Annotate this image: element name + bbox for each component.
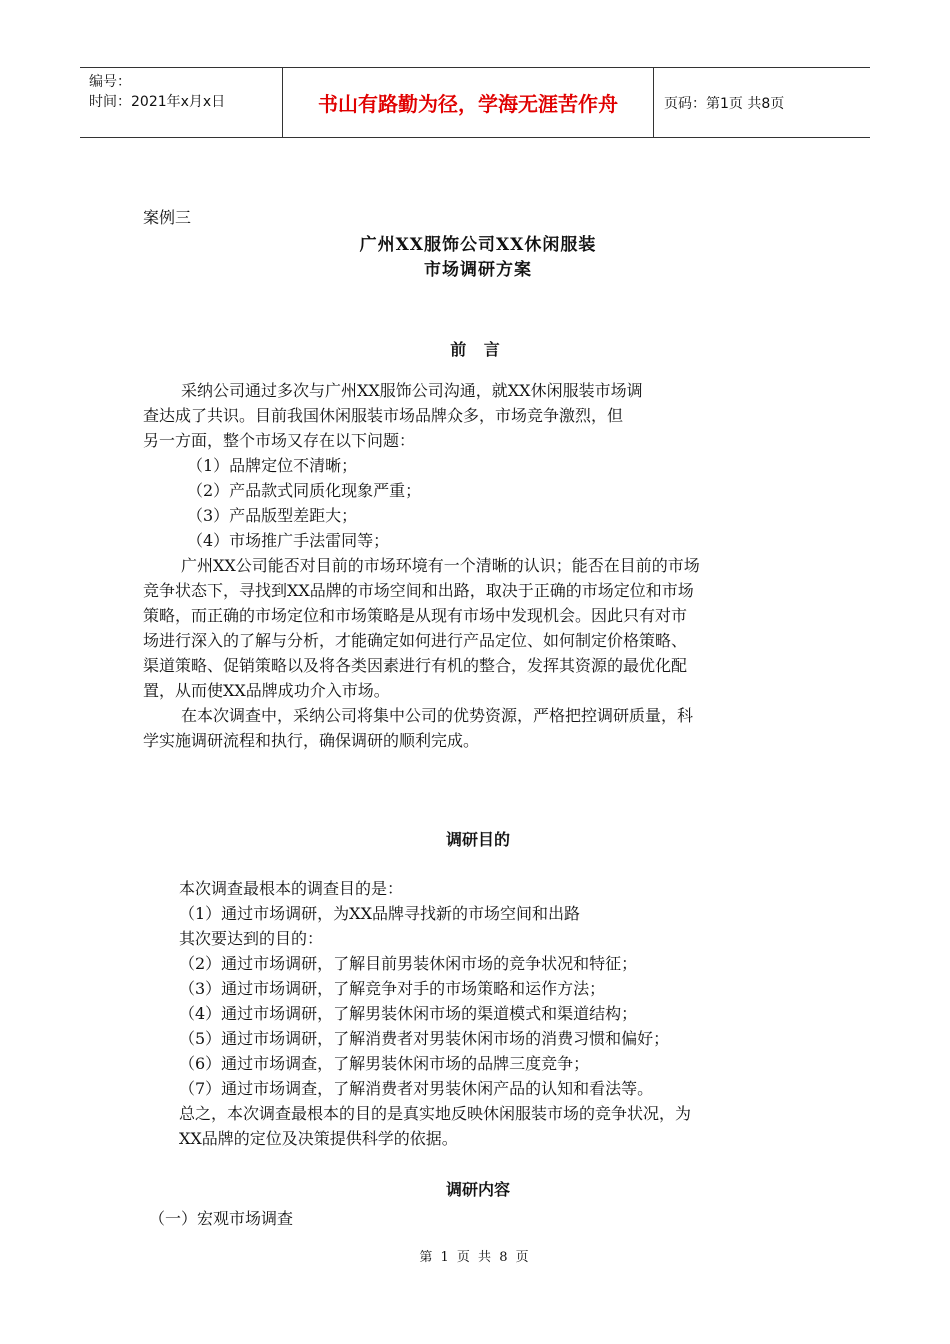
paragraph-line: 广州XX公司能否对目前的市场环境有一个清晰的认识；能否在目前的市场 <box>181 556 700 575</box>
document-body <box>143 205 813 1231</box>
header-left-cell <box>80 68 282 137</box>
list-item: （2）通过市场调研，了解目前男装休闲市场的竞争状况和特征； <box>179 954 638 973</box>
list-item: （1）品牌定位不清晰； <box>187 456 358 475</box>
purpose-heading: 调研目的 <box>445 830 510 849</box>
paragraph-line: XX品牌的定位及决策提供科学的依据。 <box>179 1129 458 1148</box>
purpose-section <box>143 876 813 1151</box>
paragraph-line: 学实施调研流程和执行，确保调研的顺利完成。 <box>143 731 480 750</box>
document-title-line-1: 广州XX服饰公司XX休闲服装 <box>359 235 597 255</box>
content-item-1: （一）宏观市场调查 <box>149 1209 294 1228</box>
list-item: （3）产品版型差距大； <box>187 506 358 525</box>
purpose-main: （1）通过市场调研，为XX品牌寻找新的市场空间和出路 <box>179 904 580 923</box>
case-label: 案例三 <box>143 208 192 227</box>
list-item: （2）产品款式同质化现象严重； <box>187 481 422 500</box>
paragraph-line: 竞争状态下，寻找到XX品牌的市场空间和出路，取决于正确的市场定位和市场 <box>143 581 694 600</box>
list-item: （7）通过市场调查，了解消费者对男装休闲产品的认知和看法等。 <box>179 1079 654 1098</box>
paragraph-line: 置，从而使XX品牌成功介入市场。 <box>143 681 390 700</box>
page-footer: 第 1 页 共 8 页 <box>419 1250 531 1265</box>
list-item: （3）通过市场调研，了解竞争对手的市场策略和运作方法； <box>179 979 606 998</box>
document-title-line-2: 市场调研方案 <box>424 260 532 280</box>
paragraph-line: 在本次调查中，采纳公司将集中公司的优势资源，严格把控调研质量，科 <box>181 706 694 725</box>
paragraph-line: 策略，而正确的市场定位和市场策略是从现有市场中发现机会。因此只有对市 <box>143 606 688 625</box>
content-heading: 调研内容 <box>445 1180 510 1199</box>
header-table <box>80 67 870 138</box>
preface-paragraph-1 <box>143 378 813 453</box>
list-item: （4）市场推广手法雷同等； <box>187 531 390 550</box>
preface-paragraph-3 <box>143 703 813 753</box>
list-item: （4）通过市场调研，了解男装休闲市场的渠道模式和渠道结构； <box>179 1004 638 1023</box>
paragraph-line: 场进行深入的了解与分析，才能确定如何进行产品定位、如何制定价格策略、 <box>143 631 688 650</box>
motto: 书山有路勤为径，学海无涯苦作舟 <box>282 68 654 137</box>
list-item: （5）通过市场调研，了解消费者对男装休闲市场的消费习惯和偏好； <box>179 1029 670 1048</box>
paragraph-line: 查达成了共识。目前我国休闲服装市场品牌众多，市场竞争激烈，但 <box>143 406 624 425</box>
problem-list <box>143 453 813 553</box>
preface-heading: 前 言 <box>450 340 506 359</box>
purpose-intro: 本次调查最根本的调查目的是： <box>179 879 404 898</box>
list-item: （6）通过市场调查，了解男装休闲市场的品牌三度竞争； <box>179 1054 590 1073</box>
page-info: 页码：第1页 共8页 <box>664 95 785 112</box>
purpose-secondary-intro: 其次要达到的目的： <box>179 929 324 948</box>
paragraph-line: 总之，本次调查最根本的目的是真实地反映休闲服装市场的竞争状况，为 <box>179 1104 692 1123</box>
paragraph-line: 采纳公司通过多次与广州XX服饰公司沟通，就XX休闲服装市场调 <box>181 381 643 400</box>
number-label: 编号： <box>89 74 131 90</box>
paragraph-line: 另一方面，整个市场又存在以下问题： <box>143 431 416 450</box>
paragraph-line: 渠道策略、促销策略以及将各类因素进行有机的整合，发挥其资源的最优化配 <box>143 656 688 675</box>
preface-paragraph-2 <box>143 553 813 703</box>
time-label: 时间：2021年x月x日 <box>89 94 226 110</box>
